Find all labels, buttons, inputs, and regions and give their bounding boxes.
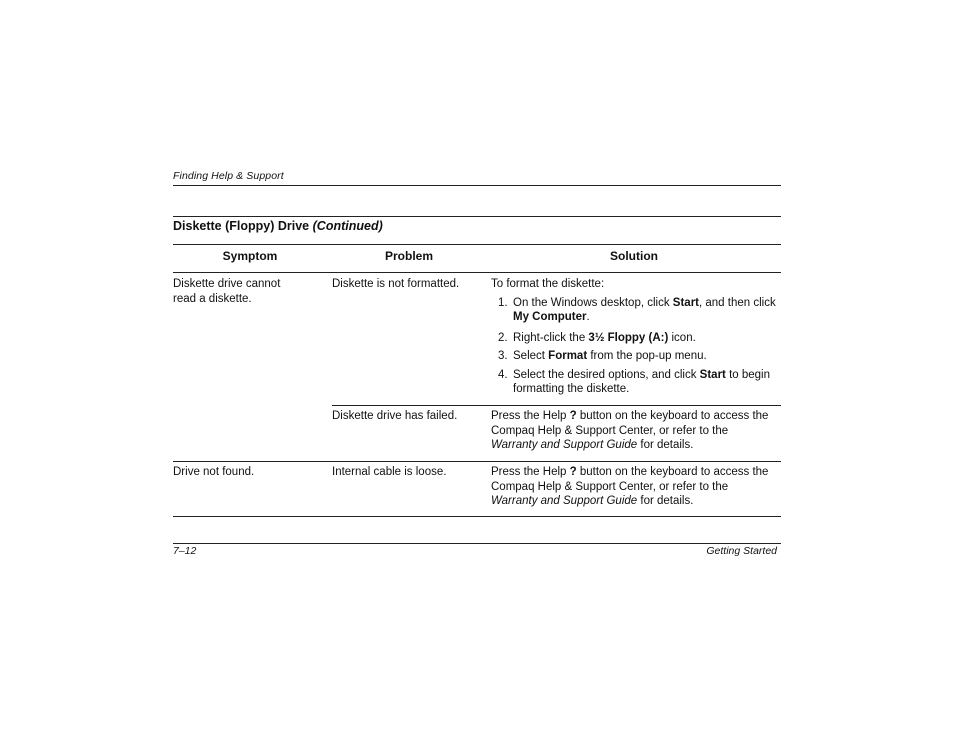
solution-intro: To format the diskette: <box>491 278 605 290</box>
help-key: ? <box>569 410 577 422</box>
format-steps-list <box>491 296 777 397</box>
row2-problem: Internal cable is loose. <box>332 466 447 478</box>
floppy-keyword: 3½ Floppy (A:) <box>588 331 669 344</box>
guide-title: Warranty and Support Guide <box>491 495 638 507</box>
row1-bottom-rule <box>173 461 781 462</box>
table-title <box>173 219 383 233</box>
step-item: 4. Select the desired options, and click Start to begin formatting the diskette. <box>498 368 770 395</box>
my-computer-keyword: My Computer <box>513 311 587 323</box>
step-number: 4. <box>498 368 508 381</box>
row1-problem-a: Diskette is not formatted. <box>332 278 460 290</box>
step-number: 3. <box>498 350 508 362</box>
book-title: Getting Started <box>706 545 777 557</box>
row2-solution: Press the Help ? button on the keyboard to access the Compaq Help & Support Center, or refer to the Warranty and Support Guide for details. <box>491 466 769 507</box>
table-title-suffix: (Continued) <box>312 219 383 233</box>
help-key: ? <box>569 466 577 478</box>
step-number: 1. <box>498 296 508 309</box>
format-keyword: Format <box>548 350 588 362</box>
footer-rule <box>173 543 781 544</box>
page-number: 7–12 <box>173 545 197 557</box>
title-rule <box>173 244 781 245</box>
step-item: 2. Right-click the 3½ Floppy (A:) icon. <box>498 331 696 344</box>
header-row-rule <box>173 272 781 273</box>
start-keyword: Start <box>672 296 699 309</box>
column-header-symptom: Symptom <box>222 249 278 263</box>
row1-solution-a <box>491 277 777 397</box>
table-top-rule <box>173 216 781 217</box>
header-rule <box>173 185 781 186</box>
table-bottom-rule <box>173 516 781 517</box>
step-item: 1. On the Windows desktop, click Start, and then click My Computer. <box>498 296 776 323</box>
running-header: Finding Help & Support <box>173 170 284 182</box>
row2-symptom: Drive not found. <box>173 466 255 478</box>
step-number: 2. <box>498 331 508 344</box>
guide-title: Warranty and Support Guide <box>491 439 638 451</box>
table-title-text: Diskette (Floppy) Drive <box>173 219 310 233</box>
column-header-solution: Solution <box>610 249 658 263</box>
start-keyword: Start <box>699 368 726 381</box>
row1-sub-rule <box>332 405 781 406</box>
column-header-problem: Problem <box>384 249 433 263</box>
row1-symptom: Diskette drive cannot read a diskette. <box>173 278 281 305</box>
step-item: 3. Select Format from the pop-up menu. <box>498 350 707 362</box>
row1-problem-b: Diskette drive has failed. <box>332 410 458 422</box>
row1-solution-b: Press the Help ? button on the keyboard to access the Compaq Help & Support Center, or refer to the Warranty and Support Guide for details. <box>491 410 769 451</box>
